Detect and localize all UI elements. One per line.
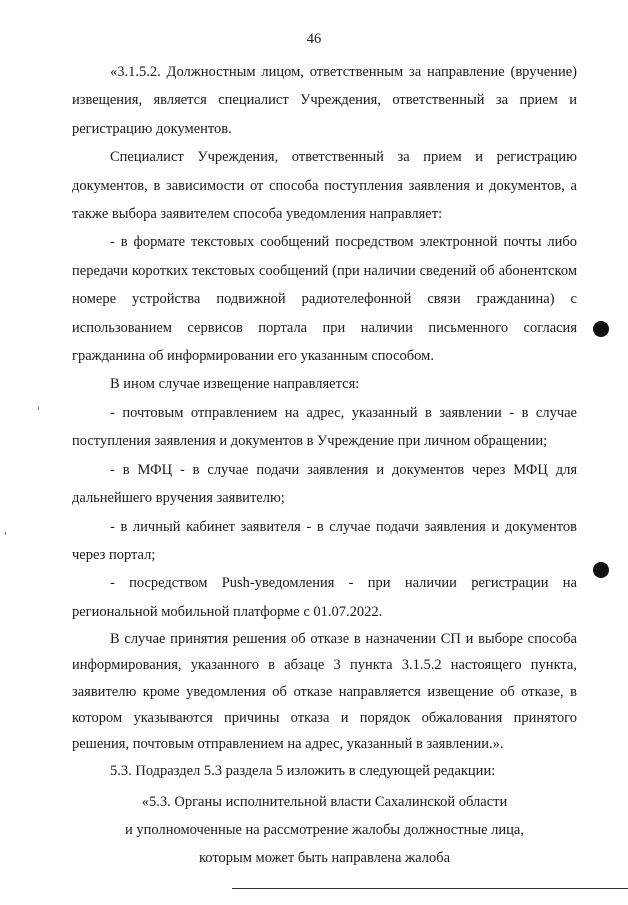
list-item-electronic: - в формате текстовых сообщений посредством электронной почты либо передачи коротких текстовых сообщений (при наличии сведений об абонентском номере устройства подвижной радиотелефонной связи гражданина) с использованием сервисов портала при наличии письменного согласия гражданина об информировании его указанным способом. (72, 234, 577, 365)
paragraph-subsection-5-3: 5.3. Подраздел 5.3 раздела 5 изложить в следующей редакции: (110, 763, 496, 780)
list-item-mfc: - в МФЦ - в случае подачи заявления и документов через МФЦ для дальнейшего вручения заявителю; (72, 461, 577, 507)
paragraph-specialist-sends: Специалист Учреждения, ответственный за прием и регистрацию документов, в зависимости от способа поступления заявления и документов, а также выбора заявителем способа уведомления направляет: (72, 149, 577, 223)
page-number: 46 (306, 31, 322, 47)
paragraph-3-1-5-2: «3.1.5.2. Должностным лицом, ответственным за направление (вручение) извещения, является специалист Учреждения, ответственный за прием и регистрацию документов. (72, 64, 577, 137)
punch-hole-upper (593, 321, 609, 337)
scan-edge-line (232, 888, 628, 889)
paragraph-otherwise: В ином случае извещение направляется: (110, 376, 360, 393)
paragraph-refusal: В случае принятия решения об отказе в назначении СП и выборе способа информирования, указанного в абзаце 3 пункта 3.1.5.2 настоящего пункта, заявителю кроме уведомления об отказе направляется извещение об отказе, в котором указываются причины отказа и порядок обжалования принятого решения, почтовым отправлением на адрес, указанный в заявлении.». (72, 631, 577, 752)
list-item-postal: - почтовым отправлением на адрес, указанный в заявлении - в случае поступления заявления и документов в Учреждение при личном обращении; (72, 404, 577, 450)
list-item-personal-cabinet: - в личный кабинет заявителя - в случае подачи заявления и документов через портал; (72, 518, 577, 563)
list-item-push: - посредством Push-уведомления - при наличии регистрации на региональной мобильной платформе с 01.07.2022. (72, 575, 577, 620)
heading-line: и уполномоченные на рассмотрение жалобы должностные лица, (125, 821, 524, 838)
scan-speck (5, 532, 6, 535)
punch-hole-lower (593, 562, 609, 578)
subsection-heading (72, 788, 577, 873)
heading-line: «5.3. Органы исполнительной власти Сахалинской области (141, 793, 508, 810)
scan-speck (38, 407, 39, 410)
document-body (72, 58, 577, 873)
heading-line: которым может быть направлена жалоба (198, 850, 451, 867)
